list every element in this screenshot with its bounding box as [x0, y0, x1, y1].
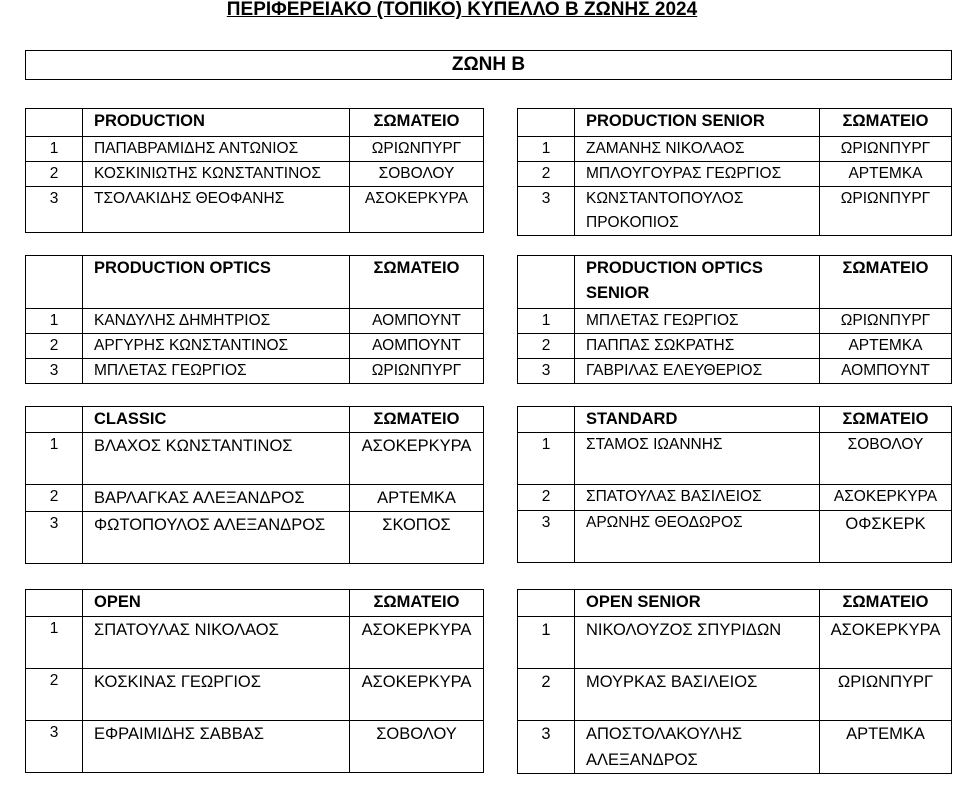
- athlete-cell: ΑΠΟΣΤΟΛΑΚΟΥΛΗΣ ΑΛΕΞΑΝΔΡΟΣ: [575, 721, 820, 774]
- club-cell: ΣΟΒΟΛΟΥ: [350, 162, 484, 187]
- club-cell: ΑΣΟΚΕΡΚΥΡΑ: [350, 433, 484, 485]
- athlete-cell: ΜΠΛΕΤΑΣ ΓΕΩΡΓΙΟΣ: [83, 359, 350, 384]
- category-table-open-senior: [517, 589, 952, 774]
- rank-cell: 3: [26, 187, 83, 233]
- club-cell: ΩΡΙΩΝΠΥΡΓ: [820, 187, 952, 236]
- rank-cell: 2: [518, 669, 575, 721]
- rank-cell: 3: [26, 721, 83, 773]
- club-header: ΣΩΜΑΤΕΙΟ: [350, 407, 484, 433]
- club-cell: ΑΣΟΚΕΡΚΥΡΑ: [350, 669, 484, 721]
- club-header: ΣΩΜΑΤΕΙΟ: [350, 109, 484, 137]
- athlete-cell: ΑΡΓΥΡΗΣ ΚΩΝΣΤΑΝΤΙΝΟΣ: [83, 334, 350, 359]
- club-cell: ΑΡΤΕΜΚΑ: [350, 485, 484, 512]
- club-cell: ΣΟΒΟΛΟΥ: [350, 721, 484, 773]
- athlete-cell: ΑΡΩΝΗΣ ΘΕΟΔΩΡΟΣ: [575, 511, 820, 563]
- club-cell: ΑΡΤΕΜΚΑ: [820, 721, 952, 774]
- club-cell: ΣΚΟΠΟΣ: [350, 512, 484, 564]
- category-table-production-senior: [517, 108, 952, 236]
- athlete-cell: ΠΑΠΠΑΣ ΣΩΚΡΑΤΗΣ: [575, 334, 820, 359]
- rank-cell: 1: [26, 433, 83, 485]
- category-name: STANDARD: [575, 407, 820, 433]
- rank-cell: 2: [26, 162, 83, 187]
- athlete-cell: ΓΑΒΡΙΛΑΣ ΕΛΕΥΘΕΡΙΟΣ: [575, 359, 820, 384]
- rank-header: [518, 407, 575, 433]
- category-table-standard: [517, 406, 952, 563]
- athlete-cell: ΒΑΡΛΑΓΚΑΣ ΑΛΕΞΑΝΔΡΟΣ: [83, 485, 350, 512]
- club-cell: ΩΡΙΩΝΠΥΡΓ: [350, 359, 484, 384]
- club-cell: ΩΡΙΩΝΠΥΡΓ: [820, 669, 952, 721]
- category-table-classic: [25, 406, 484, 564]
- rank-cell: 1: [26, 617, 83, 669]
- rank-cell: 1: [518, 617, 575, 669]
- rank-cell: 1: [518, 137, 575, 162]
- club-cell: ΣΟΒΟΛΟΥ: [820, 433, 952, 485]
- club-cell: ΩΡΙΩΝΠΥΡΓ: [350, 137, 484, 162]
- club-header: ΣΩΜΑΤΕΙΟ: [350, 590, 484, 617]
- club-cell: ΑΣΟΚΕΡΚΥΡΑ: [820, 485, 952, 511]
- athlete-cell: ΣΠΑΤΟΥΛΑΣ ΒΑΣΙΛΕΙΟΣ: [575, 485, 820, 511]
- category-table-production: [25, 108, 484, 233]
- rank-header: [26, 590, 83, 617]
- category-name: OPEN: [83, 590, 350, 617]
- rank-cell: 3: [26, 359, 83, 384]
- rank-header: [518, 256, 575, 309]
- rank-cell: 1: [518, 433, 575, 485]
- club-header: ΣΩΜΑΤΕΙΟ: [820, 256, 952, 309]
- athlete-cell: ΜΠΛΕΤΑΣ ΓΕΩΡΓΙΟΣ: [575, 309, 820, 334]
- club-cell: ΑΟΜΠΟΥΝΤ: [350, 309, 484, 334]
- rank-header: [518, 590, 575, 617]
- athlete-cell: ΜΠΛΟΥΓΟΥΡΑΣ ΓΕΩΡΓΙΟΣ: [575, 162, 820, 187]
- athlete-cell: ΚΑΝΔΥΛΗΣ ΔΗΜΗΤΡΙΟΣ: [83, 309, 350, 334]
- category-name: PRODUCTION OPTICS SENIOR: [575, 256, 820, 309]
- athlete-cell: ΤΣΟΛΑΚΙΔΗΣ ΘΕΟΦΑΝΗΣ: [83, 187, 350, 233]
- club-cell: ΟΦΣΚΕΡΚ: [820, 511, 952, 563]
- category-name: PRODUCTION: [83, 109, 350, 137]
- club-cell: ΑΟΜΠΟΥΝΤ: [350, 334, 484, 359]
- athlete-cell: ΕΦΡΑΙΜΙΔΗΣ ΣΑΒΒΑΣ: [83, 721, 350, 773]
- athlete-cell: ΦΩΤΟΠΟΥΛΟΣ ΑΛΕΞΑΝΔΡΟΣ: [83, 512, 350, 564]
- rank-cell: 3: [518, 721, 575, 774]
- category-table-open: [25, 589, 484, 773]
- rank-cell: 2: [26, 485, 83, 512]
- athlete-cell: ΚΩΝΣΤΑΝΤΟΠΟΥΛΟΣ ΠΡΟΚΟΠΙΟΣ: [575, 187, 820, 236]
- club-cell: ΑΣΟΚΕΡΚΥΡΑ: [820, 617, 952, 669]
- club-header: ΣΩΜΑΤΕΙΟ: [350, 256, 484, 309]
- athlete-cell: ΚΟΣΚΙΝΙΩΤΗΣ ΚΩΝΣΤΑΝΤΙΝΟΣ: [83, 162, 350, 187]
- club-header: ΣΩΜΑΤΕΙΟ: [820, 590, 952, 617]
- category-table-production-optics: [25, 255, 484, 384]
- athlete-cell: ΚΟΣΚΙΝΑΣ ΓΕΩΡΓΙΟΣ: [83, 669, 350, 721]
- athlete-cell: ΖΑΜΑΝΗΣ ΝΙΚΟΛΑΟΣ: [575, 137, 820, 162]
- athlete-cell: ΝΙΚΟΛΟΥΖΟΣ ΣΠΥΡΙΔΩΝ: [575, 617, 820, 669]
- rank-header: [26, 256, 83, 309]
- rank-cell: 2: [26, 334, 83, 359]
- rank-cell: 1: [26, 137, 83, 162]
- category-name: CLASSIC: [83, 407, 350, 433]
- club-cell: ΑΡΤΕΜΚΑ: [820, 334, 952, 359]
- rank-cell: 3: [26, 512, 83, 564]
- rank-header: [26, 109, 83, 137]
- club-cell: ΑΣΟΚΕΡΚΥΡΑ: [350, 187, 484, 233]
- athlete-cell: ΒΛΑΧΟΣ ΚΩΝΣΤΑΝΤΙΝΟΣ: [83, 433, 350, 485]
- category-name: OPEN SENIOR: [575, 590, 820, 617]
- club-header: ΣΩΜΑΤΕΙΟ: [820, 407, 952, 433]
- rank-cell: 3: [518, 511, 575, 563]
- club-cell: ΩΡΙΩΝΠΥΡΓ: [820, 309, 952, 334]
- rank-header: [26, 407, 83, 433]
- athlete-cell: ΣΠΑΤΟΥΛΑΣ ΝΙΚΟΛΑΟΣ: [83, 617, 350, 669]
- rank-cell: 1: [26, 309, 83, 334]
- club-cell: ΑΡΤΕΜΚΑ: [820, 162, 952, 187]
- zone-heading: ΖΩΝΗ Β: [25, 50, 952, 80]
- rank-header: [518, 109, 575, 137]
- rank-cell: 2: [518, 162, 575, 187]
- athlete-cell: ΠΑΠΑΒΡΑΜΙΔΗΣ ΑΝΤΩΝΙΟΣ: [83, 137, 350, 162]
- rank-cell: 2: [26, 669, 83, 721]
- athlete-cell: ΣΤΑΜΟΣ ΙΩΑΝΝΗΣ: [575, 433, 820, 485]
- rank-cell: 3: [518, 187, 575, 236]
- club-cell: ΑΣΟΚΕΡΚΥΡΑ: [350, 617, 484, 669]
- rank-cell: 2: [518, 485, 575, 511]
- club-header: ΣΩΜΑΤΕΙΟ: [820, 109, 952, 137]
- rank-cell: 2: [518, 334, 575, 359]
- category-name: PRODUCTION SENIOR: [575, 109, 820, 137]
- rank-cell: 3: [518, 359, 575, 384]
- club-cell: ΑΟΜΠΟΥΝΤ: [820, 359, 952, 384]
- rank-cell: 1: [518, 309, 575, 334]
- category-table-production-optics-senior: [517, 255, 952, 384]
- category-name: PRODUCTION OPTICS: [83, 256, 350, 309]
- athlete-cell: ΜΟΥΡΚΑΣ ΒΑΣΙΛΕΙΟΣ: [575, 669, 820, 721]
- document-title: ΠΕΡΙΦΕΡΕΙΑΚΟ (ΤΟΠΙΚΟ) ΚΥΠΕΛΛΟ Β ΖΩΝΗΣ 2024: [226, 0, 698, 20]
- club-cell: ΩΡΙΩΝΠΥΡΓ: [820, 137, 952, 162]
